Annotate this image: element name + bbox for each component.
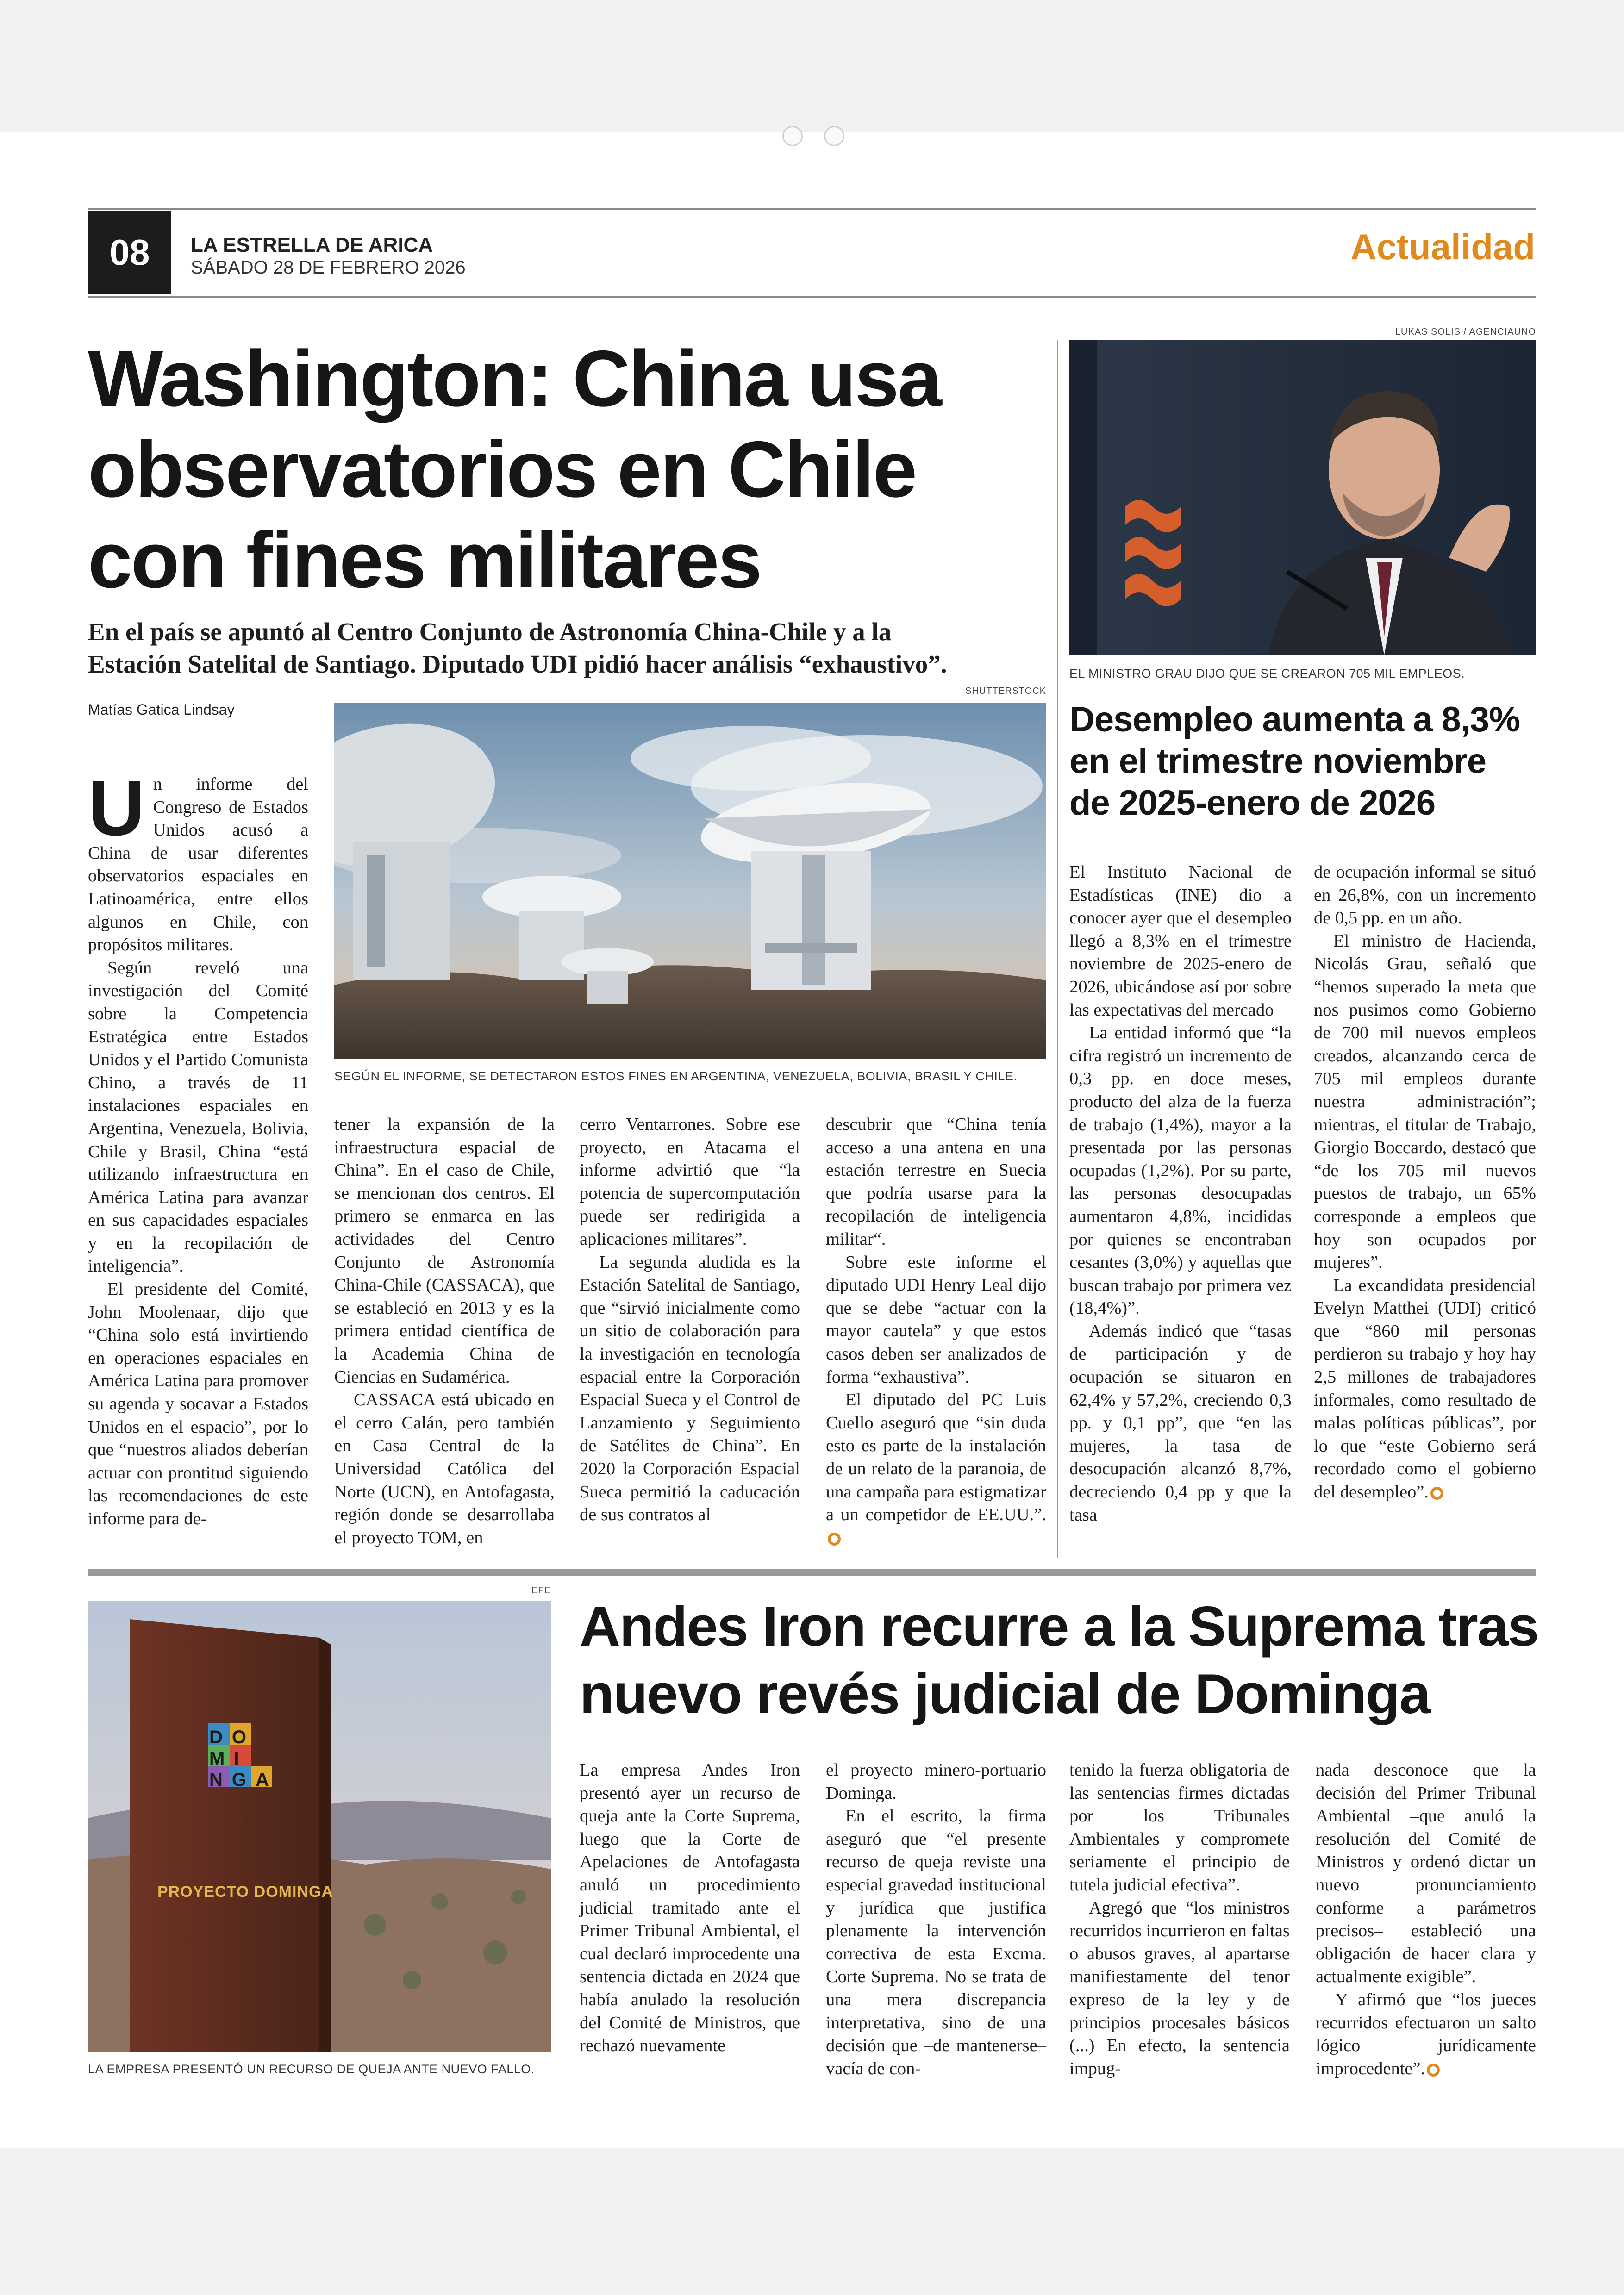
bottom-col-4: [1316, 1759, 1536, 2080]
dominga-photo: [88, 1601, 551, 2052]
paragraph: En el escrito, la firma aseguró que “el presente recurso de queja reviste una especial gravedad institucional y jurídica que justifica plenamente la intervención correctiva de esta Excma. Corte Suprema. No se trata de una mera discrepancia interpretativa, sino de una decisión que –de mantenerse– vacía de con-: [826, 1806, 1046, 2078]
next-page-dot[interactable]: [824, 126, 844, 146]
paragraph-text: La excandidata presidencial Evelyn Matthei (UDI) criticó que “860 mil personas perdieron su trabajo y hoy hay 2,5 millones de trabajadores informales, como resultado de malas políticas públicas”, por lo que “este Gobierno será recordado como el gobierno del desempleo”.: [1314, 1275, 1536, 1502]
bottom-headline-line: nuevo revés judicial de Dominga: [580, 1662, 1430, 1725]
paragraph-text: El diputado del PC Luis Cuello aseguró que “sin duda esto es parte de la instalación de un relato de la paranoia, de una campaña para estigmatizar a un competidor de EE.UU.”.: [826, 1390, 1046, 1525]
minister-photo: [1069, 340, 1536, 655]
bottom-col-2: [826, 1759, 1046, 2080]
header-top-rule: [88, 208, 1536, 210]
paragraph: La empresa Andes Iron presentó ayer un recurso de queja ante la Corte Suprema, luego que la Corte de Apelaciones de Antofagasta anuló un procedimiento judicial tramitado ante el Primer Tribunal Ambiental, el cual declaró improcedente una sentencia dictada en 2024 que había anulado la resolución del Comité de Ministros, que rechazó nuevamente: [580, 1760, 800, 2056]
bottom-headline-line: Andes Iron recurre a la Suprema tras: [580, 1595, 1538, 1658]
paragraph: [826, 1389, 1046, 1549]
section-title: Actualidad: [1350, 226, 1535, 267]
dropcap: U: [88, 764, 145, 852]
header-bottom-rule: [88, 296, 1536, 298]
side-headline-line: Desempleo aumenta a 8,3%: [1069, 700, 1520, 739]
column-divider: [1057, 340, 1058, 1558]
end-of-article-icon: [828, 1533, 841, 1546]
paragraph: cerro Ventarrones. Sobre ese proyecto, en Atacama el informe advirtió que “la potencia de supercomputación puede ser redirigida a aplicaciones militares”.: [580, 1115, 800, 1249]
paragraph: [1316, 1989, 1536, 2080]
paragraph-text: Y afirmó que “los jueces recurridos efectuaron un salto lógico jurídicamente improcedente”.: [1316, 1989, 1536, 2078]
logo-row: MI: [209, 1748, 249, 1769]
paragraph: Además indicó que “tasas de participación y de ocupación se situaron en 62,4% y 57,2%, creciendo 0,3 pp. y 0,1 pp”, que “en las mujeres, la tasa de desocupación alcanzó 8,7%, decreciendo 0,4 pp y que la tasa: [1069, 1321, 1292, 1525]
paragraph: CASSACA está ubicado en el cerro Calán, pero también en Casa Central de la Universidad Católica del Norte (UCN), en Antofagasta, región donde se desarrollaba el proyecto TOM, en: [334, 1390, 555, 1547]
main-headline: [88, 333, 941, 605]
issue-date: SÁBADO 28 DE FEBRERO 2026: [191, 257, 466, 278]
paragraph: el proyecto minero-portuario Dominga.: [826, 1760, 1046, 1803]
side-headline-line: en el trimestre noviembre: [1069, 742, 1487, 781]
main-col-3: [580, 1113, 800, 1527]
bottom-photo-caption: LA EMPRESA PRESENTÓ UN RECURSO DE QUEJA ANTE NUEVO FALLO.: [88, 2062, 535, 2076]
bottom-headline: [580, 1592, 1538, 1727]
photo-credit-main: SHUTTERSTOCK: [965, 686, 1046, 696]
main-col-2: [334, 1113, 555, 1549]
paragraph: El ministro de Hacienda, Nicolás Grau, señaló que “hemos superado la meta que nos pusimos como Gobierno de 700 mil nuevos empleos creados, alcanzando cerca de 705 mil empleos durante nuestra administración”; mientras, el titular de Trabajo, Giorgio Boccardo, destacó que “de los 705 mil nuevos puestos de trabajo, un 65% corresponde a empleos que hoy son ocupados por mujeres”.: [1314, 931, 1536, 1272]
main-headline-line: Washington: China usa: [88, 334, 941, 423]
side-headline-line: de 2025-enero de 2026: [1069, 783, 1436, 823]
antenna-photo: [334, 703, 1046, 1059]
bottom-col-1: [580, 1759, 800, 2058]
main-lead-line: En el país se apuntó al Centro Conjunto de Astronomía China-Chile y a la: [88, 617, 892, 646]
logo-row: DO: [209, 1727, 256, 1747]
prev-page-dot[interactable]: [782, 126, 803, 146]
side-col-1: [1069, 861, 1292, 1527]
sign-text: PROYECTO DOMINGA: [157, 1883, 333, 1901]
side-col-2: [1314, 861, 1536, 1504]
paragraph: de ocupación informal se situó en 26,8%, con un incremento de 0,5 pp. en un año.: [1314, 862, 1536, 928]
end-of-article-icon: [1430, 1487, 1443, 1500]
paragraph: El Instituto Nacional de Estadísticas (INE) dio a conocer ayer que el desempleo llegó a 8,3% en el trimestre noviembre de 2025-enero de 2026, ubicándose así por sobre las expectativas del mercado: [1069, 862, 1292, 1020]
main-photo-caption: SEGÚN EL INFORME, SE DETECTARON ESTOS FINES EN ARGENTINA, VENEZUELA, BOLIVIA, BRASIL Y CHILE.: [334, 1069, 1018, 1083]
main-col-4: [826, 1113, 1046, 1549]
photo-credit-bottom: EFE: [531, 1585, 551, 1596]
side-headline: [1069, 699, 1520, 824]
main-col-1: [88, 764, 308, 1531]
paragraph: descubrir que “China tenía acceso a una antena en una estación terrestre en Suecia que podría usarse para la recopilación de inteligencia militar“.: [826, 1115, 1046, 1249]
paragraph: La entidad informó que “la cifra registró un incremento de 0,3 pp. en doce meses, producto del alza de la fuerza de trabajo (1,4%), mayor a la presentada por las personas ocupadas (1,2%). Por su parte, las personas desocupadas aumentaron 4,8%, incididas por quienes se encontraban cesantes (3,0%) y aquellas que buscan trabajo por primera vez (18,4%)”.: [1069, 1023, 1292, 1318]
main-lead: [88, 616, 1037, 680]
paragraph: [1314, 1274, 1536, 1504]
bottom-col-3: [1069, 1759, 1290, 2080]
paragraph: El presidente del Comité, John Moolenaar, dijo que “China solo está invirtiendo en operaciones espaciales en América Latina para promover su agenda y socavar a Estados Unidos en el espacio”, por lo que “nuestros aliados deberían actuar con prontitud siguiendo las recomendaciones de este informe para de-: [88, 1279, 308, 1528]
paragraph: tenido la fuerza obligatoria de las sentencias firmes dictadas por los Tribunales Ambientales y compromete seriamente el principio de tutela judicial efectiva”.: [1069, 1760, 1290, 1895]
side-photo-caption: EL MINISTRO GRAU DIJO QUE SE CREARON 705 MIL EMPLEOS.: [1069, 667, 1465, 680]
photo-credit-side: LUKAS SOLIS / AGENCIAUNO: [1395, 327, 1536, 337]
paragraph: tener la expansión de la infraestructura espacial de China”. En el caso de Chile, se mencionan dos centros. El primero se enmarca en las actividades del Centro Conjunto de Astronomía China-Chile (CASSACA), que se estableció en 2013 y es la primera entidad científica de la Academia China de Ciencias en Sudamérica.: [334, 1115, 555, 1387]
paper-name: LA ESTRELLA DE ARICA: [191, 234, 433, 256]
paragraph: La segunda aludida es la Estación Satelital de Santiago, que “sirvió inicialmente como un sitio de colaboración para la investigación en tecnología espacial entre la Corporación Espacial Sueca y el Control de Lanzamiento y Seguimiento de Satélites de China”. En 2020 la Corporación Espacial Sueca permitió la caducación de sus contratos al: [580, 1252, 800, 1525]
section-divider: [88, 1569, 1536, 1576]
end-of-article-icon: [1427, 2064, 1440, 2077]
paragraph: Agregó que “los ministros recurridos incurrieron en faltas o abusos graves, al apartarse manifiestamente del tenor expreso de la ley y de principios procesales básicos (...) En efecto, la sentencia impug-: [1069, 1898, 1290, 2078]
logo-row: NGA: [209, 1770, 278, 1790]
page-number: 08: [88, 211, 171, 294]
dominga-logo: [209, 1727, 278, 1790]
main-lead-line: Estación Satelital de Santiago. Diputado UDI pidió hacer análisis “exhaustivo”.: [88, 650, 947, 678]
paragraph: n informe del Congreso de Estados Unidos acusó a China de usar diferentes observatorios espaciales en Latinoamérica, entre ellos algunos en Chile, con propósitos militares.: [88, 774, 308, 955]
byline: Matías Gatica Lindsay: [88, 701, 235, 718]
main-headline-line: observatorios en Chile: [88, 425, 916, 514]
main-headline-line: con fines militares: [88, 516, 761, 605]
paragraph: Según reveló una investigación del Comité sobre la Competencia Estratégica entre Estados Unidos y el Partido Comunista Chino, a través de 11 instalaciones espaciales en Argentina, Venezuela, Bolivia, Chile y Brasil, China “está utilizando infraestructura en América Latina para avanzar en sus capacidades espaciales y en la recopilación de inteligencia”.: [88, 958, 308, 1276]
page-scroll-indicator: [782, 126, 844, 146]
paragraph: nada desconoce que la decisión del Primer Tribunal Ambiental –que anuló la resolución del Comité de Ministros y ordenó dictar un nuevo pronunciamiento conforme a parámetros precisos– estableció una obligación de hacer clara y actualmente exigible”.: [1316, 1760, 1536, 1987]
paragraph: Sobre este informe el diputado UDI Henry Leal dijo que se debe “actuar con la mayor cautela” y que estos casos deben ser analizados de forma “exhaustiva”.: [826, 1252, 1046, 1387]
